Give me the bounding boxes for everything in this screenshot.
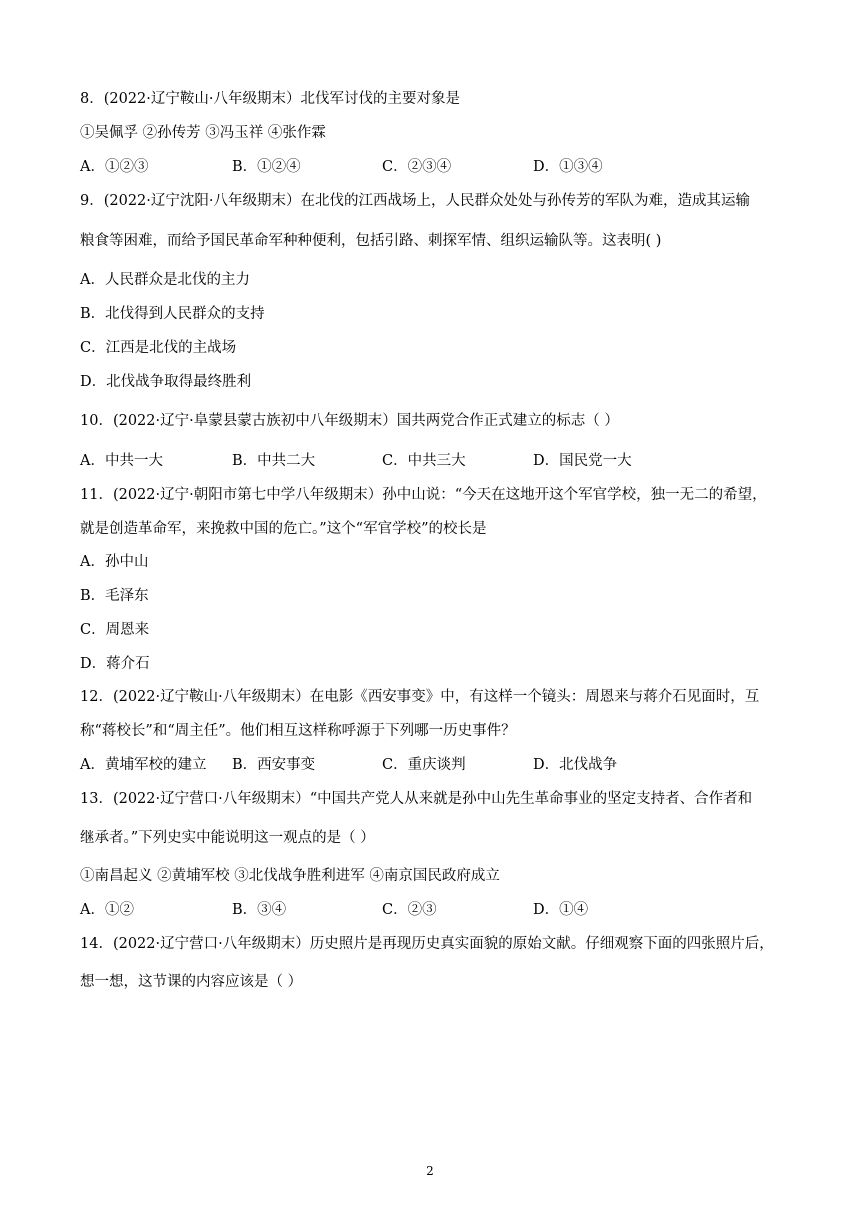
question-12-option-d: D．北伐战争 [533,757,618,773]
question-9-option-c: C．江西是北伐的主战场 [80,340,237,356]
question-13-items: ①南昌起义 ②黄埔军校 ③北伐战争胜利进军 ④南京国民政府成立 [80,868,500,884]
question-12-option-a: A．黄埔军校的建立 [80,757,207,773]
question-10-option-d: D．国民党一大 [533,453,632,469]
question-9-stem-line-1: 9．(2022·辽宁沈阳·八年级期末）在北伐的江西战场上，人民群众处处与孙传芳的军队为难，造成其运输 [80,193,750,209]
question-13-stem-line-2: 继承者。”下列史实中能说明这一观点的是（ ） [80,830,375,846]
question-12-option-c: C．重庆谈判 [382,757,466,773]
question-8-option-c: C．②③④ [382,159,452,175]
question-13-option-b: B．③④ [232,902,287,918]
question-10-option-b: B．中共二大 [232,453,316,469]
question-9-stem-line-2: 粮食等困难，而给予国民革命军种种便利，包括引路、刺探军情、组织运输队等。这表明( ) [80,233,662,249]
question-11-stem-line-1: 11．(2022·辽宁·朝阳市第七中学八年级期末）孙中山说：“今天在这地开这个军官学校，独一无二的希望， [80,487,767,503]
question-14-stem-line-2: 想一想，这节课的内容应该是（ ） [80,974,303,990]
question-13-stem-line-1: 13．(2022·辽宁营口·八年级期末）“中国共产党人从来就是孙中山先生革命事业的坚定支持者、合作者和 [80,791,753,807]
question-9-option-b: B．北伐得到人民群众的支持 [80,306,265,322]
question-10-option-c: C．中共三大 [382,453,466,469]
question-8-option-d: D．①③④ [533,159,603,175]
question-8-items: ①吴佩孚 ②孙传芳 ③冯玉祥 ④张作霖 [80,125,326,141]
question-10-stem: 10．(2022·辽宁·阜蒙县蒙古族初中八年级期末）国共两党合作正式建立的标志（ ） [80,413,619,429]
question-10-option-a: A．中共一大 [80,453,163,469]
question-9-option-d: D．北伐战争取得最终胜利 [80,374,252,390]
question-8-stem: 8．(2022·辽宁鞍山·八年级期末）北伐军讨伐的主要对象是 [80,91,460,107]
question-12-option-b: B．西安事变 [232,757,316,773]
question-12-stem-line-2: 称“蒋校长”和“周主任”。他们相互这样称呼源于下列哪一历史事件？ [80,723,516,739]
question-12-stem-line-1: 12．(2022·辽宁鞍山·八年级期末）在电影《西安事变》中，有这样一个镜头：周恩来与蒋介石见面时，互 [80,689,760,705]
question-11-option-a: A．孙中山 [80,554,149,570]
question-11-option-b: B．毛泽东 [80,588,149,604]
question-13-option-d: D．①④ [533,902,589,918]
question-11-option-c: C．周恩来 [80,622,150,638]
page-number: 2 [426,1164,434,1178]
question-14-stem-line-1: 14．(2022·辽宁营口·八年级期末）历史照片是再现历史真实面貌的原始文献。仔细观察下面的四张照片后， [80,936,774,952]
question-13-option-a: A．①② [80,902,134,918]
question-11-stem-line-2: 就是创造革命军，来挽救中国的危亡。”这个“军官学校”的校长是 [80,521,487,537]
question-9-option-a: A．人民群众是北伐的主力 [80,272,250,288]
question-8-option-a: A．①②③ [80,159,149,175]
question-8-option-b: B．①②④ [232,159,301,175]
question-13-option-c: C．②③ [382,902,437,918]
question-11-option-d: D．蒋介石 [80,656,150,672]
